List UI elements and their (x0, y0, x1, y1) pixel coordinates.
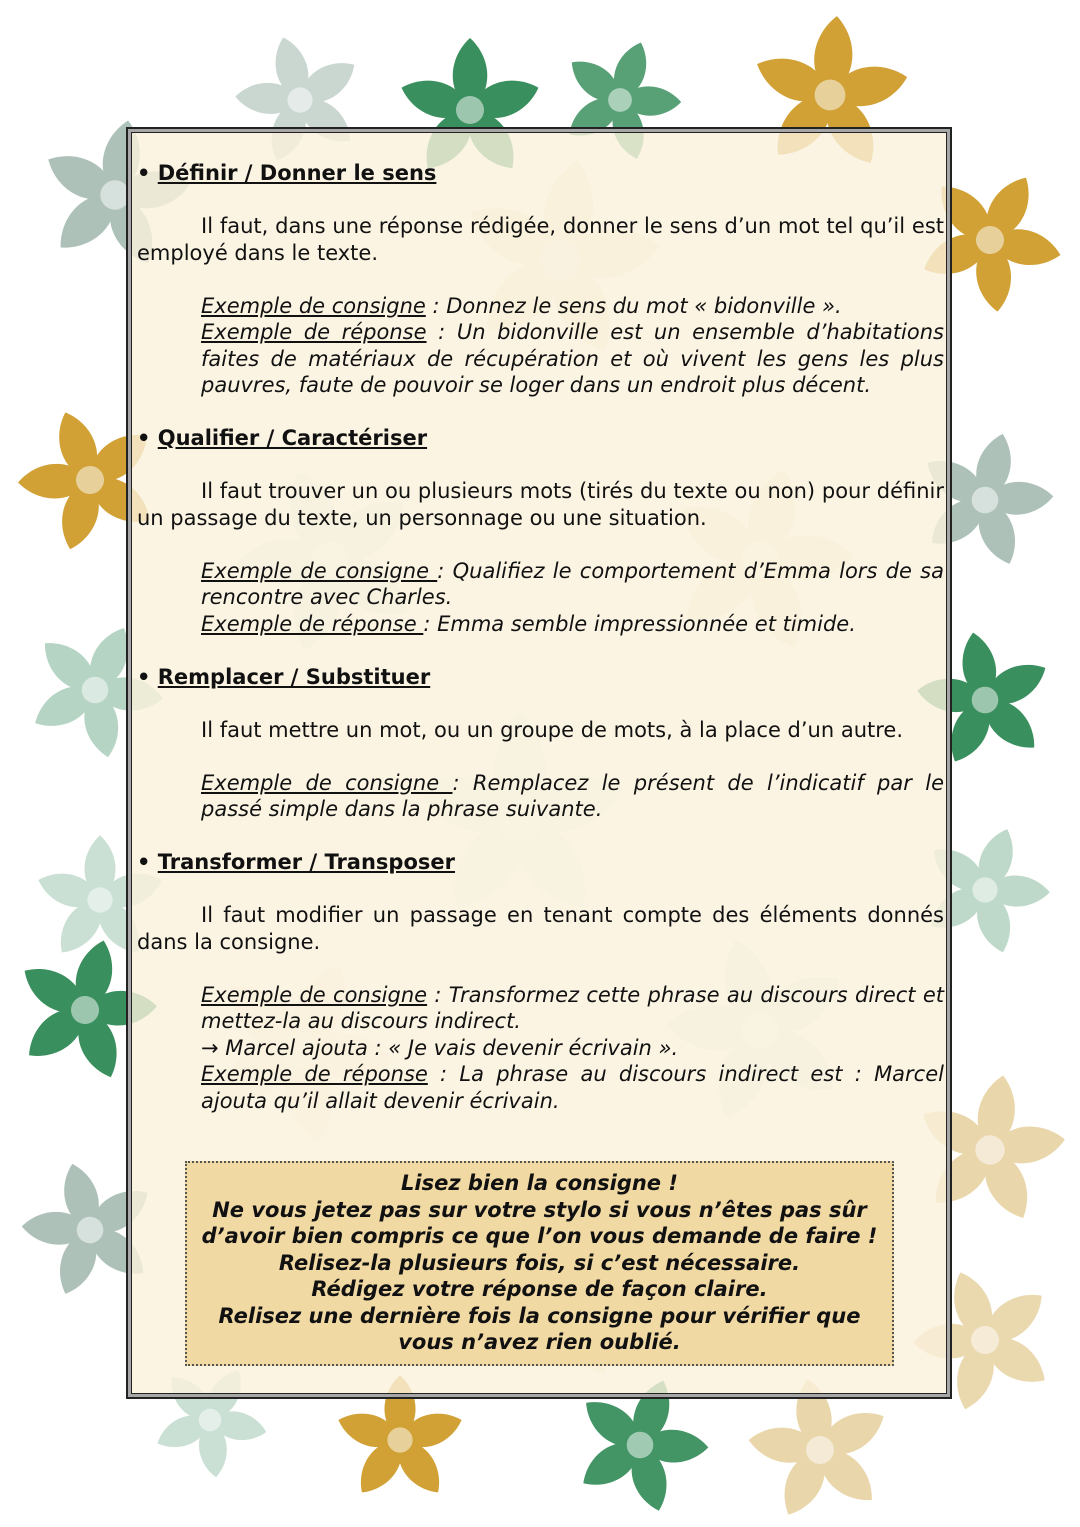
example-consigne (201, 770, 944, 823)
example-reponse (201, 319, 944, 399)
section-title: Transformer / Transposer (157, 850, 455, 874)
bullet-icon: • (137, 664, 151, 689)
example-label: Exemple de consigne (201, 558, 438, 583)
section-title: Remplacer / Substituer (157, 664, 431, 689)
example-label: Exemple de réponse (201, 320, 427, 344)
example-reponse (201, 1061, 944, 1114)
example-text: : Un bidonville est un ensemble d’habitations faites de matériaux de récupération et où vivent les gens les plus pauvres, faute de pouvoir se loger dans un endroit plus décent. (201, 320, 944, 397)
example-text: : Qualifiez le comportement d’Emma lors de sa rencontre avec Charles. (201, 558, 944, 609)
example-text: → Marcel ajouta : « Je vais devenir écrivain ». (201, 1035, 679, 1060)
callout-line: Lisez bien la consigne ! (401, 1171, 678, 1195)
callout-line: Relisez-la plusieurs fois, si c’est nécessaire. (278, 1250, 801, 1275)
example-label: Exemple de consigne (201, 982, 428, 1007)
example-consigne (201, 982, 944, 1035)
example-text: : La phrase au discours indirect est : Marcel ajouta qu’il allait devenir écrivain. (201, 1062, 944, 1113)
section-heading-definir (137, 160, 944, 187)
example-phrase (201, 1035, 944, 1062)
advice-callout (185, 1161, 894, 1366)
example-label: Exemple de consigne (201, 293, 426, 318)
section-title: Définir / Donner le sens (157, 161, 437, 185)
example-label: Exemple de réponse (201, 611, 424, 636)
section-heading-qualifier (137, 425, 944, 452)
section-title: Qualifier / Caractériser (157, 426, 428, 450)
callout-line: Rédigez votre réponse de façon claire. (311, 1277, 768, 1301)
callout-line: d’avoir bien compris ce que l’on vous demande de faire ! (201, 1224, 878, 1248)
bullet-icon: • (137, 161, 151, 185)
content (137, 160, 944, 1114)
example-label: Exemple de consigne (201, 770, 453, 795)
example-label: Exemple de réponse (201, 1062, 428, 1086)
callout-line: Relisez une dernière fois la consigne pour vérifier que (218, 1303, 861, 1328)
example-consigne (201, 293, 944, 320)
bullet-icon: • (137, 850, 151, 874)
callout-line: vous n’avez rien oublié. (398, 1330, 681, 1354)
example-text: : Donnez le sens du mot « bidonville ». (425, 293, 842, 318)
section-text: Il faut trouver un ou plusieurs mots (tirés du texte ou non) pour définir un passage du texte, un personnage ou une situation. (137, 479, 944, 530)
example-text: : Remplacez le présent de l’indicatif par le passé simple dans la phrase suivante. (201, 770, 944, 821)
example-consigne (201, 558, 944, 611)
section-heading-remplacer (137, 664, 944, 691)
section-text: Il faut modifier un passage en tenant compte des éléments donnés dans la consigne. (137, 903, 944, 954)
section-text: Il faut mettre un mot, ou un groupe de mots, à la place d’un autre. (201, 717, 904, 742)
bullet-icon: • (137, 426, 151, 450)
example-reponse (201, 611, 944, 638)
section-text: Il faut, dans une réponse rédigée, donner le sens d’un mot tel qu’il est employé dans le texte. (137, 214, 944, 265)
section-heading-transformer (137, 849, 944, 876)
callout-line: Ne vous jetez pas sur votre stylo si vous n’êtes pas sûr (212, 1197, 867, 1222)
example-text: : Emma semble impressionnée et timide. (423, 611, 856, 636)
example-text: : Transformez cette phrase au discours direct et mettez-la au discours indirect. (201, 982, 945, 1033)
